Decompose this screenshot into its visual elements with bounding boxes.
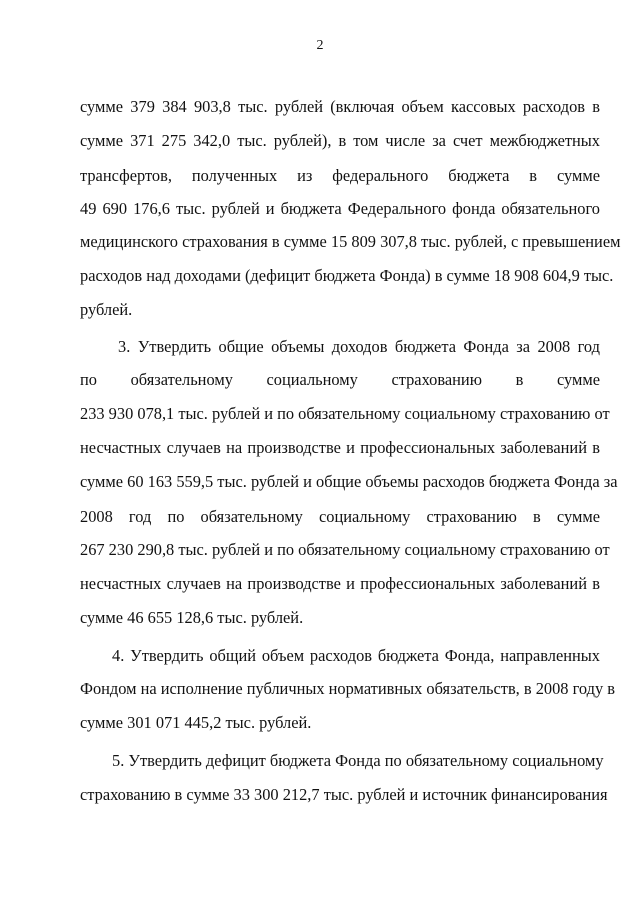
text-line: 233 930 078,1 тыс. рублей и по обязательному социальному страхованию от bbox=[80, 404, 610, 423]
text-line: 2008 год по обязательному социальному страхованию в сумме bbox=[80, 507, 600, 526]
text-line: 49 690 176,6 тыс. рублей и бюджета Федерального фонда обязательного bbox=[80, 199, 600, 218]
text-line: расходов над доходами (дефицит бюджета Фонда) в сумме 18 908 604,9 тыс. bbox=[80, 266, 614, 285]
text-line: медицинского страхования в сумме 15 809 307,8 тыс. рублей, с превышением bbox=[80, 232, 621, 251]
text-line: сумме 371 275 342,0 тыс. рублей), в том числе за счет межбюджетных bbox=[80, 131, 600, 150]
text-line: 267 230 290,8 тыс. рублей и по обязательному социальному страхованию от bbox=[80, 540, 610, 559]
text-line: сумме 46 655 128,6 тыс. рублей. bbox=[80, 608, 304, 627]
paragraph-3-start: 3. Утвердить общие объемы доходов бюджета Фонда за 2008 год bbox=[118, 337, 600, 356]
text-line: сумме 379 384 903,8 тыс. рублей (включая объем кассовых расходов в bbox=[80, 97, 600, 116]
text-line: несчастных случаев на производстве и профессиональных заболеваний в bbox=[80, 438, 600, 457]
paragraph-4-start: 4. Утвердить общий объем расходов бюджета Фонда, направленных bbox=[112, 646, 600, 665]
text-line: сумме 301 071 445,2 тыс. рублей. bbox=[80, 713, 312, 732]
paragraph-5-start: 5. Утвердить дефицит бюджета Фонда по обязательному социальному bbox=[112, 751, 604, 770]
page-number: 2 bbox=[316, 38, 324, 53]
text-line: страхованию в сумме 33 300 212,7 тыс. рублей и источник финансирования bbox=[80, 785, 608, 804]
text-line: Фондом на исполнение публичных нормативных обязательств, в 2008 году в bbox=[80, 679, 615, 698]
text-line: рублей. bbox=[80, 300, 133, 319]
text-line: по обязательному социальному страхованию в сумме bbox=[80, 370, 600, 389]
text-line: трансфертов, полученных из федерального бюджета в сумме bbox=[80, 166, 600, 185]
text-line: несчастных случаев на производстве и профессиональных заболеваний в bbox=[80, 574, 600, 593]
text-line: сумме 60 163 559,5 тыс. рублей и общие объемы расходов бюджета Фонда за bbox=[80, 472, 618, 491]
